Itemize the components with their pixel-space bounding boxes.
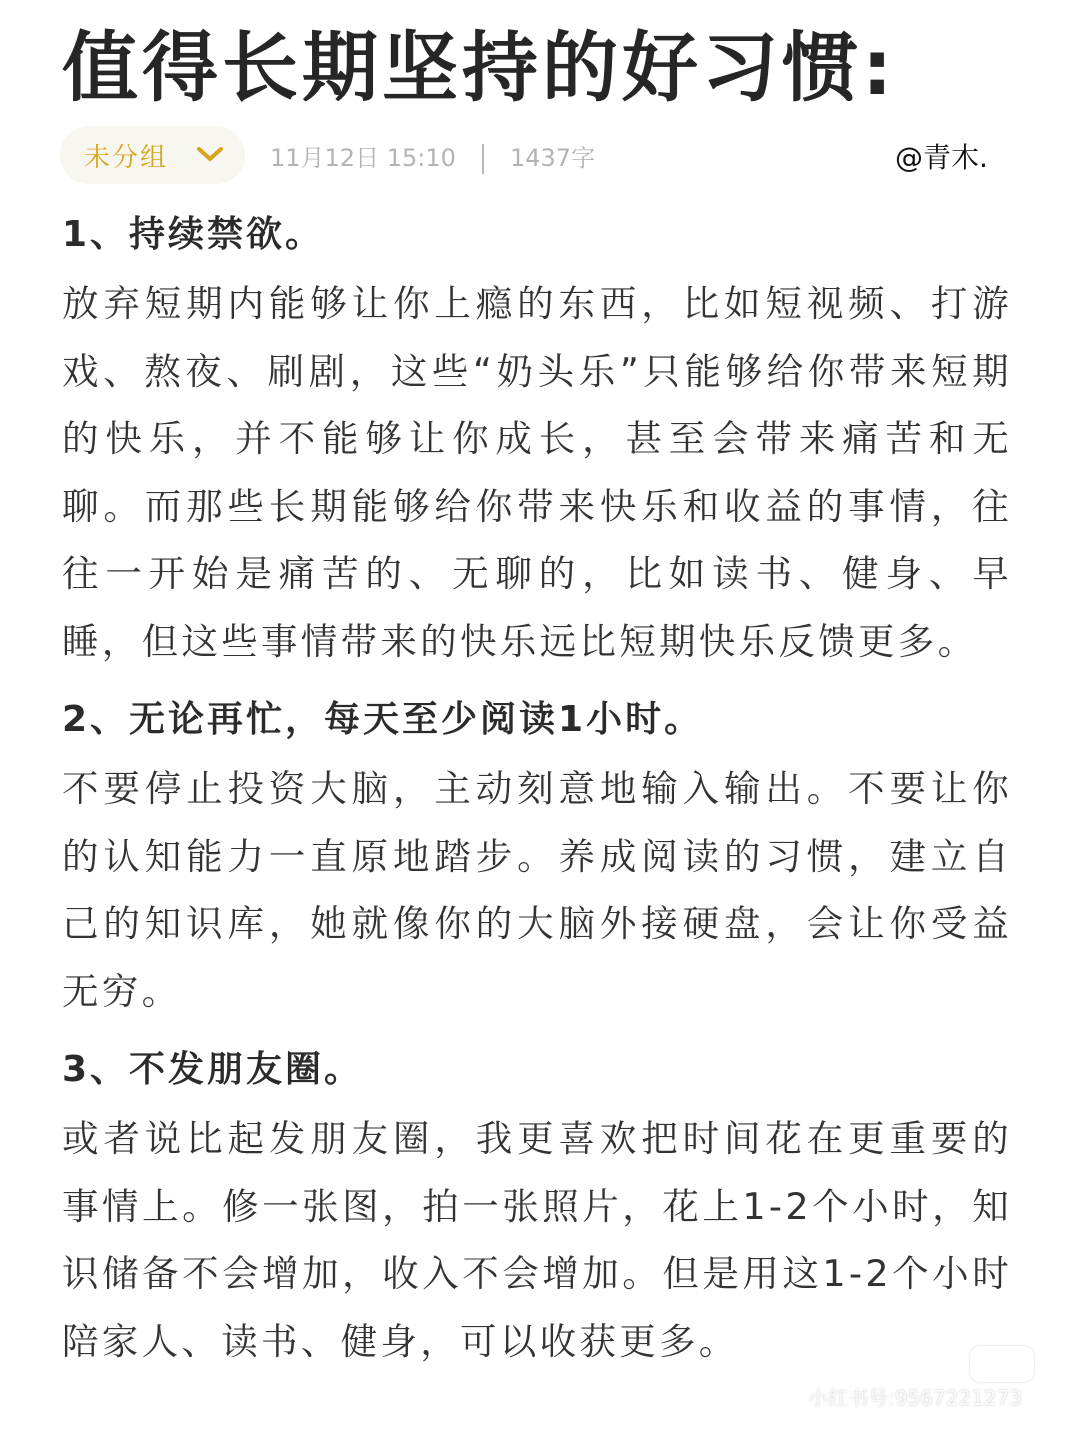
- group-selector-button[interactable]: [60, 126, 245, 184]
- meta-divider: [482, 144, 484, 174]
- section-body: 或者说比起发朋友圈，我更喜欢把时间花在更重要的事情上。修一张图，拍一张照片，花上1-2个小时，知识储备不会增加，收入不会增加。但是用这1-2个小时陪家人、读书、健身，可以收获更多。: [62, 1117, 1012, 1363]
- section-heading: 1、持续禁欲。: [62, 214, 325, 255]
- word-count: 1437字: [510, 144, 596, 172]
- section-heading: 2、无论再忙，每天至少阅读1小时。: [62, 699, 704, 740]
- page-title: 值得长期坚持的好习惯:: [62, 23, 897, 112]
- group-label: 未分组: [84, 142, 169, 173]
- section: [62, 685, 1012, 1025]
- watermark-text: 小红书号:9567221273: [808, 1386, 1022, 1410]
- section-body: 不要停止投资大脑，主动刻意地输入输出。不要让你的认知能力一直原地踏步。养成阅读的习惯，建立自己的知识库，她就像你的大脑外接硬盘，会让你受益无穷。: [62, 767, 1012, 1013]
- section-body: 放弃短期内能够让你上瘾的东西，比如短视频、打游戏、熬夜、刷剧，这些“奶头乐”只能够给你带来短期的快乐，并不能够让你成长，甚至会带来痛苦和无聊。而那些长期能够给你带来快乐和收益的事情，往往一开始是痛苦的、无聊的，比如读书、健身、早睡，但这些事情带来的快乐远比短期快乐反馈更多。: [62, 282, 1012, 663]
- note-content[interactable]: [62, 200, 1012, 1385]
- note-meta-row: [60, 126, 1020, 184]
- chevron-down-icon: [195, 144, 225, 164]
- section: [62, 200, 1012, 675]
- author-handle: @青木.: [895, 141, 988, 174]
- watermark-logo: 小红书: [970, 1346, 1034, 1382]
- section-heading: 3、不发朋友圈。: [62, 1049, 364, 1090]
- section: [62, 1035, 1012, 1375]
- note-date: 11月12日 15:10: [270, 144, 456, 172]
